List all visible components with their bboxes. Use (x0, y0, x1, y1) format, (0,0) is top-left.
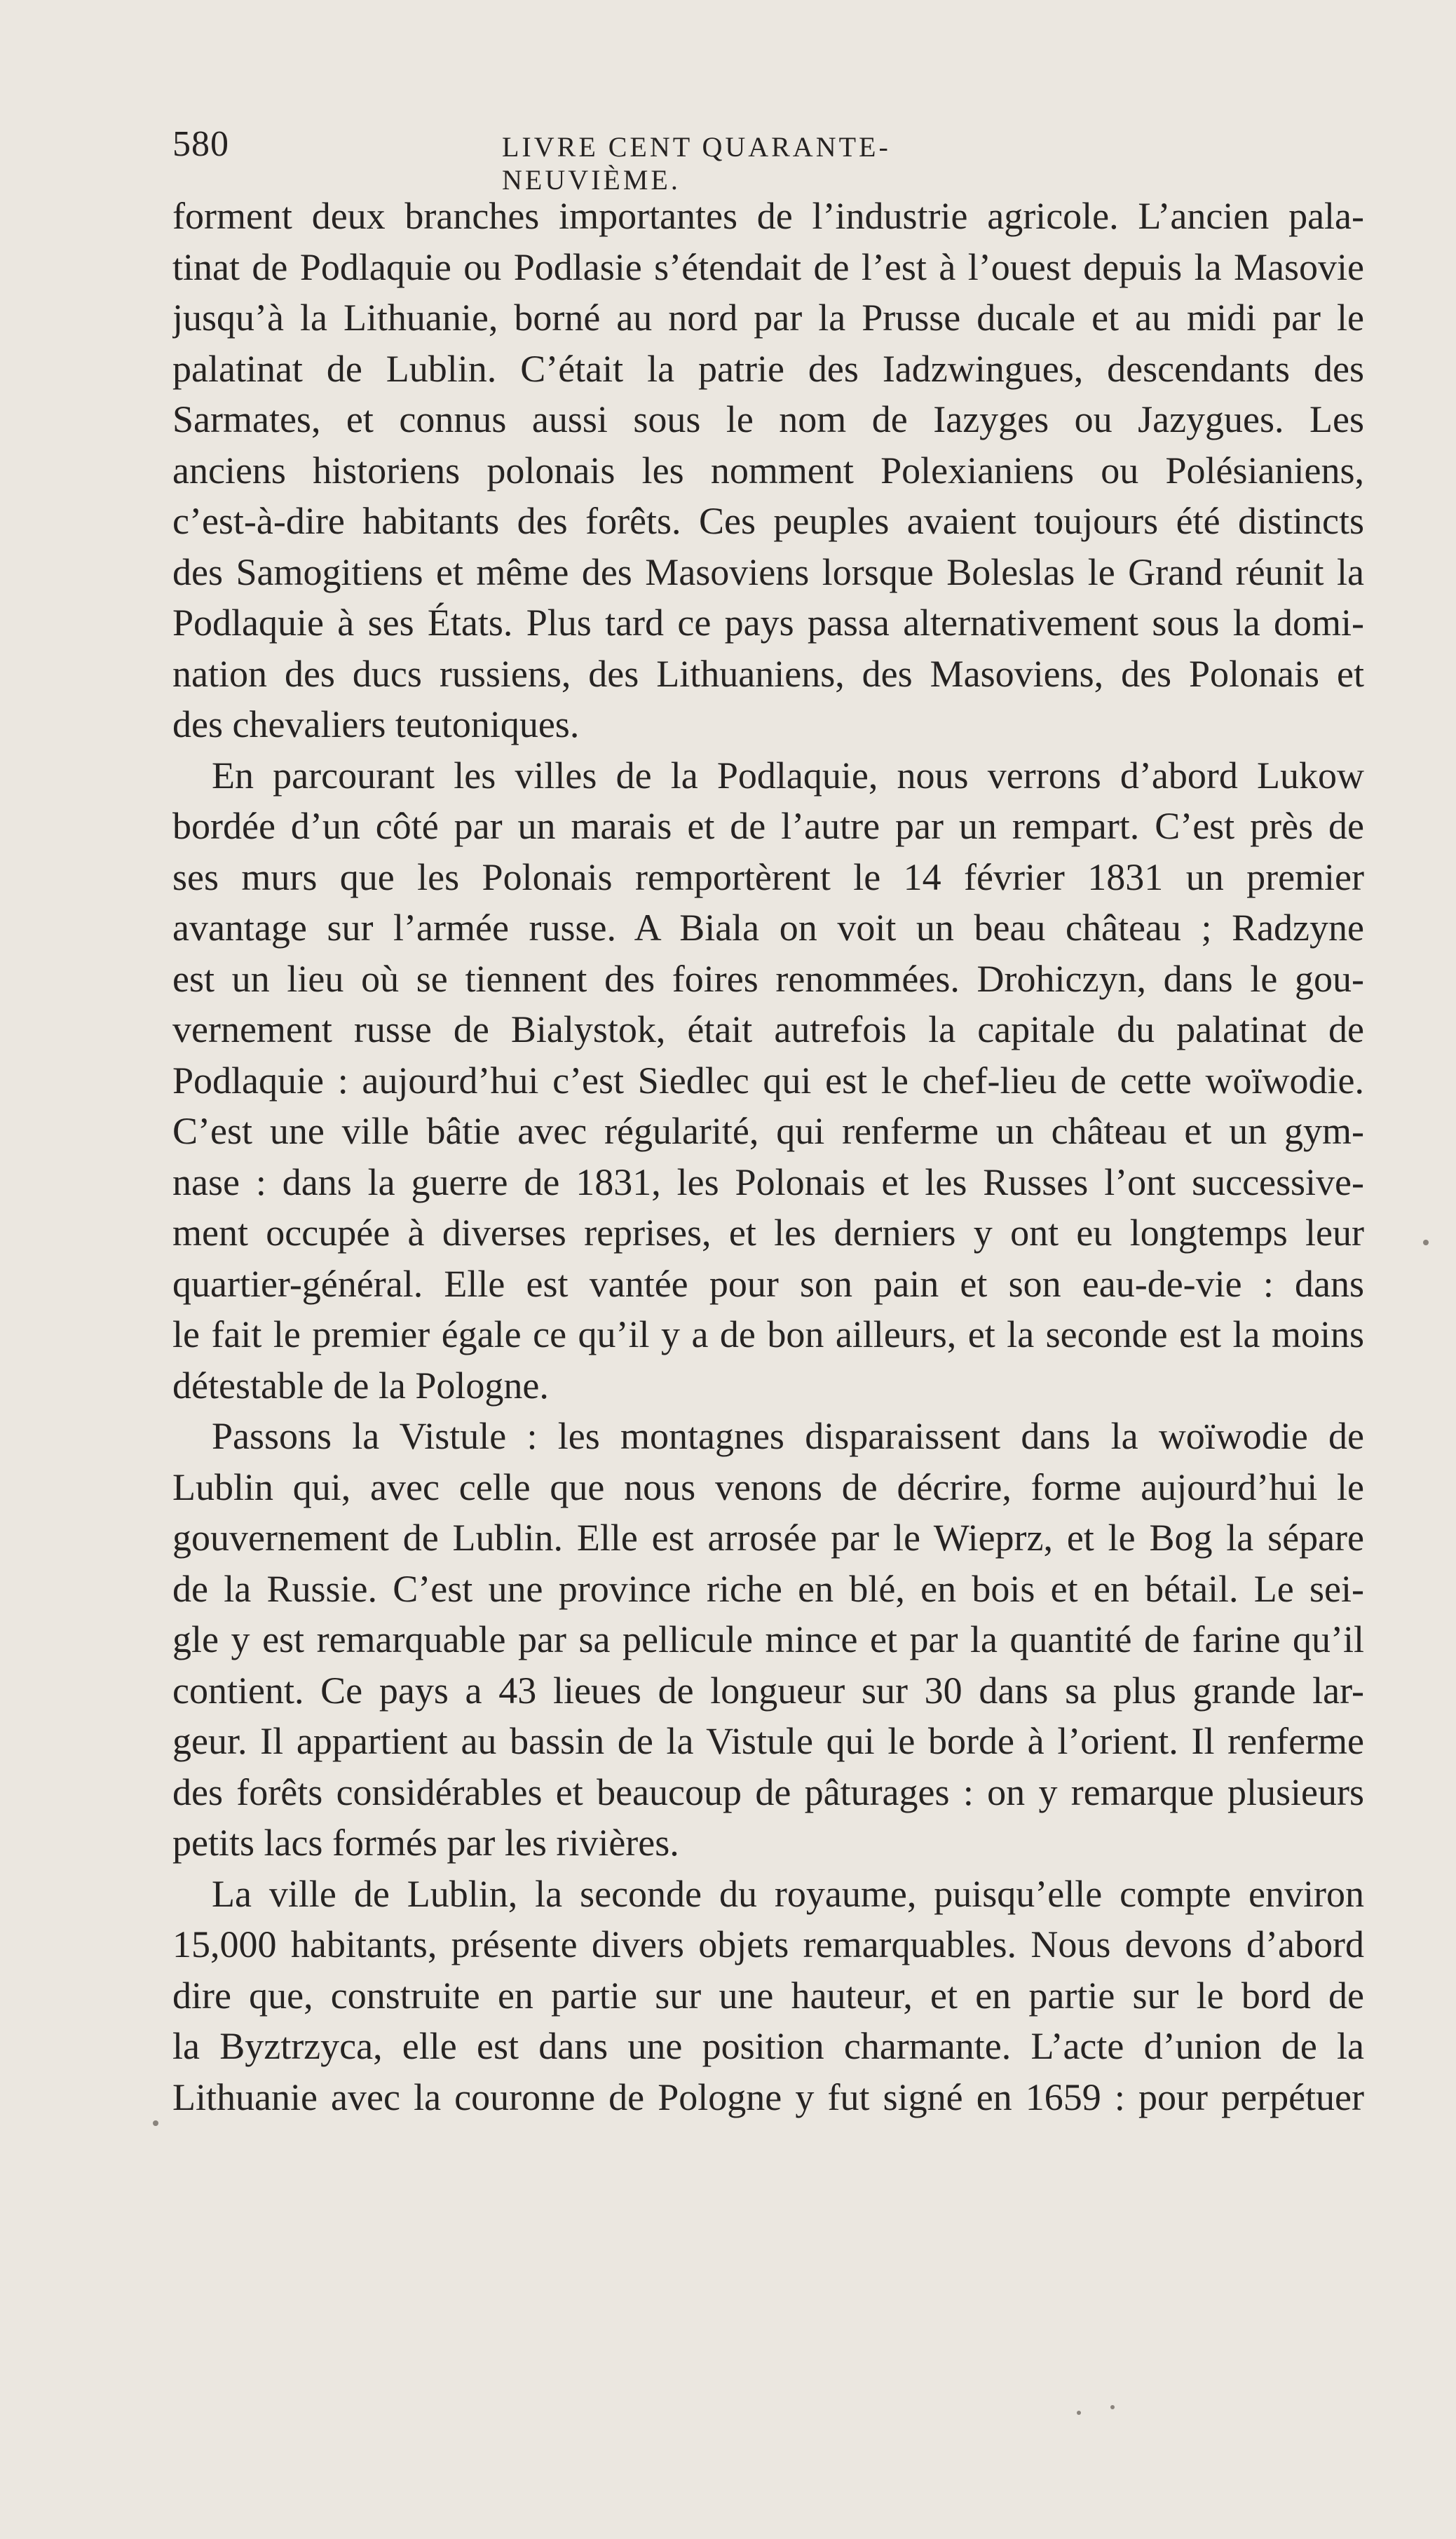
text-line: Lublin qui, avec celle que nous venons de décrire, forme aujourd’hui le (172, 1465, 1364, 1508)
text-line: Podlaquie : aujourd’hui c’est Siedlec qui est le chef-lieu de cette woïwodie. (172, 1059, 1364, 1102)
margin-speck (153, 2120, 158, 2126)
text-line: anciens historiens polonais les nomment Polexianiens ou Polésianiens, (172, 449, 1364, 492)
text-line: quartier-général. Elle est vantée pour son pain et son eau-de-vie : dans (172, 1262, 1364, 1305)
text-line: dire que, construite en partie sur une hauteur, et en partie sur le bord de (172, 1974, 1364, 2017)
text-line: est un lieu où se tiennent des foires renommées. Drohiczyn, dans le gou- (172, 957, 1364, 1000)
text-line: C’est une ville bâtie avec régularité, qui renferme un château et un gym- (172, 1110, 1364, 1152)
text-line: petits lacs formés par les rivières. (172, 1822, 679, 1864)
text-line: La ville de Lublin, la seconde du royaume, puisqu’elle compte environ (212, 1872, 1364, 1915)
text-line: ses murs que les Polonais remportèrent le 14 février 1831 un premier (172, 855, 1364, 898)
text-line: nase : dans la guerre de 1831, les Polonais et les Russes l’ont successive- (172, 1160, 1364, 1203)
margin-speck (1423, 1240, 1429, 1245)
text-line: des chevaliers teutoniques. (172, 703, 580, 745)
text-line: des Samogitiens et même des Masoviens lorsque Boleslas le Grand réunit la (172, 550, 1364, 593)
running-title: LIVRE CENT QUARANTE-NEUVIÈME. (502, 131, 891, 196)
text-line: tinat de Podlaquie ou Podlasie s’étendait de l’est à l’ouest depuis la Masovie (172, 245, 1364, 288)
text-line: de la Russie. C’est une province riche en blé, en bois et en bétail. Le sei- (172, 1567, 1364, 1610)
margin-speck (1077, 2411, 1081, 2415)
text-line: des forêts considérables et beaucoup de pâturages : on y remarque plusieurs (172, 1770, 1364, 1813)
text-line: c’est-à-dire habitants des forêts. Ces peuples avaient toujours été distincts (172, 500, 1364, 542)
text-line: Lithuanie avec la couronne de Pologne y fut signé en 1659 : pour perpétuer (172, 2076, 1364, 2118)
text-line: avantage sur l’armée russe. A Biala on voit un beau château ; Radzyne (172, 907, 1364, 949)
text-line: bordée d’un côté par un marais et de l’autre par un rempart. C’est près de (172, 805, 1364, 847)
body-text (172, 191, 1364, 2122)
text-line: palatinat de Lublin. C’était la patrie des Iadzwingues, descendants des (172, 347, 1364, 390)
text-line: contient. Ce pays a 43 lieues de longueur sur 30 dans sa plus grande lar- (172, 1669, 1364, 1712)
text-line: gle y est remarquable par sa pellicule mince et par la quantité de farine qu’il (172, 1618, 1364, 1660)
text-line: 15,000 habitants, présente divers objets remarquables. Nous devons d’abord (172, 1923, 1364, 1965)
text-line: la Byztrzyca, elle est dans une position charmante. L’acte d’union de la (172, 2025, 1364, 2067)
text-line: Passons la Vistule : les montagnes disparaissent dans la woïwodie de (212, 1415, 1364, 1457)
text-line: nation des ducs russiens, des Lithuaniens, des Masoviens, des Polonais et (172, 652, 1364, 695)
text-line: le fait le premier égale ce qu’il y a de bon ailleurs, et la seconde est la moins (172, 1313, 1364, 1355)
page-header (172, 123, 1042, 196)
text-line: En parcourant les villes de la Podlaquie, nous verrons d’abord Lukow (212, 754, 1364, 797)
text-line: gouvernement de Lublin. Elle est arrosée par le Wieprz, et le Bog la sépare (172, 1517, 1364, 1559)
text-line: Podlaquie à ses États. Plus tard ce pays passa alternativement sous la domi- (172, 602, 1364, 644)
margin-speck (1110, 2405, 1115, 2409)
text-line: ment occupée à diverses reprises, et les derniers y ont eu longtemps leur (172, 1212, 1364, 1254)
text-line: geur. Il appartient au bassin de la Vistule qui le borde à l’orient. Il renferme (172, 1720, 1364, 1762)
page-number: 580 (172, 124, 229, 164)
text-line: vernement russe de Bialystok, était autrefois la capitale du palatinat de (172, 1008, 1364, 1050)
text-line: Sarmates, et connus aussi sous le nom de Iazyges ou Jazygues. Les (172, 398, 1364, 440)
text-line: jusqu’à la Lithuanie, borné au nord par la Prusse ducale et au midi par le (172, 297, 1364, 339)
text-line: forment deux branches importantes de l’industrie agricole. L’ancien pala- (172, 195, 1364, 237)
text-line: détestable de la Pologne. (172, 1364, 549, 1407)
